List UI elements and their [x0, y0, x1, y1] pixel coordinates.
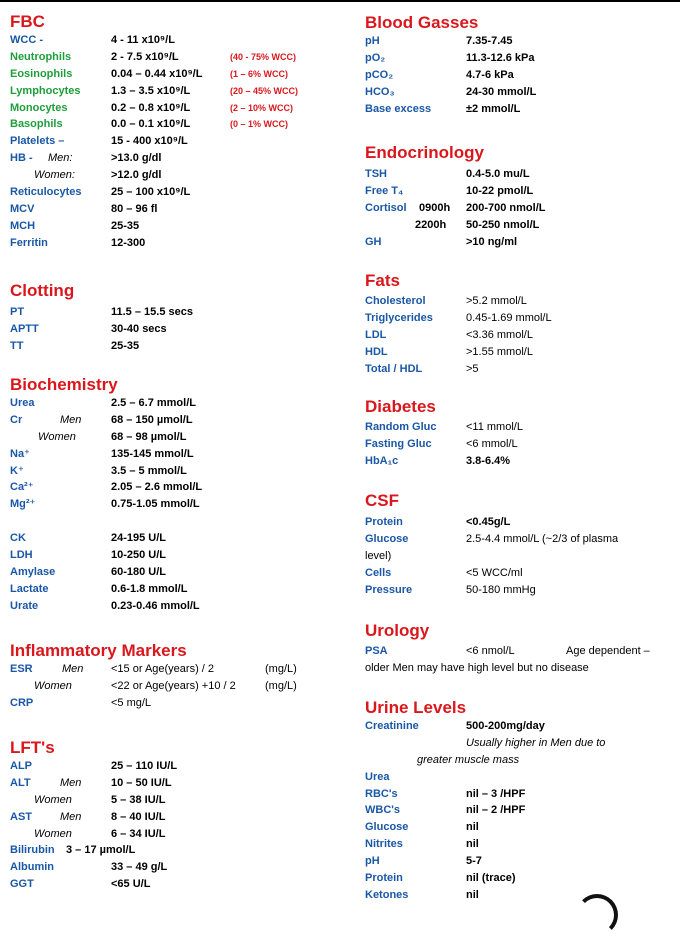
row-value: 25 – 100 x10⁹/L — [111, 186, 191, 199]
row-value: 25-35 — [111, 339, 140, 352]
row-label: Pressure — [365, 583, 413, 596]
table-row — [365, 234, 675, 251]
section-title: Urology — [365, 621, 430, 640]
row-value: 3.5 – 5 mmol/L — [111, 464, 187, 477]
row-label: MCH — [10, 219, 36, 232]
section-title: Clotting — [10, 281, 75, 300]
row-value: >1.55 mmol/L — [466, 345, 533, 358]
row-value: 7.35-7.45 — [466, 35, 513, 47]
row-label: HCO₃ — [365, 85, 395, 98]
row-label: AST — [10, 810, 32, 823]
table-row — [10, 859, 340, 876]
row-note: Age dependent – — [566, 645, 650, 657]
row-value: 5 – 38 IU/L — [111, 793, 166, 806]
row-value: nil – 3 /HPF — [466, 787, 526, 800]
table-row — [10, 446, 340, 463]
row-value: 0.6-1.8 mmol/L — [111, 582, 188, 595]
row-label: ALT — [10, 776, 31, 789]
row-value: nil – 2 /HPF — [466, 804, 526, 817]
row-value: 4 - 11 x10⁹/L — [111, 34, 175, 46]
row-label: HbA₁c — [365, 454, 399, 467]
row-value: <6 mmol/L — [466, 437, 518, 450]
row-label: Urea — [365, 770, 390, 783]
row-note: (0 – 1% WCC) — [230, 119, 289, 130]
row-label: Fasting Gluc — [365, 437, 432, 450]
table-row — [365, 836, 675, 853]
row-value: 3 – 17 µmol/L — [66, 844, 136, 857]
row-label: CK — [10, 532, 26, 545]
row-value: 15 - 400 x10⁹/L — [111, 135, 188, 148]
row-sublabel: Men — [60, 413, 82, 426]
table-row — [365, 819, 675, 836]
corner-mark-decoration — [576, 894, 618, 936]
table-row — [365, 200, 675, 217]
row-label: pO₂ — [365, 51, 386, 64]
table-row — [10, 775, 340, 792]
row-value: >12.0 g/dl — [111, 169, 162, 182]
row-value: >13.0 g/dl — [111, 152, 162, 165]
table-row — [10, 479, 340, 496]
row-sublabel: Men — [60, 776, 82, 789]
row-label: Cells — [365, 566, 392, 579]
table-row — [10, 235, 340, 252]
row-value: 0.4-5.0 mu/L — [466, 168, 530, 180]
table-row — [10, 412, 340, 429]
row-value: 2.05 – 2.6 mmol/L — [111, 481, 203, 494]
row-label: Mg²⁺ — [10, 498, 36, 511]
table-row — [10, 184, 340, 201]
section-title: Urine Levels — [365, 698, 467, 717]
row-label: K⁺ — [10, 464, 24, 477]
row-label: TT — [10, 339, 24, 352]
table-row — [10, 463, 340, 480]
table-row — [365, 33, 675, 50]
row-sublabel: Women: — [34, 169, 75, 182]
table-row — [10, 32, 340, 49]
table-row — [365, 101, 675, 118]
section-title: CSF — [365, 491, 399, 510]
row-value: 0.75-1.05 mmol/L — [111, 498, 200, 511]
row-value: 3.8-6.4% — [466, 454, 511, 467]
row-value: <22 or Age(years) +10 / 2 — [111, 679, 236, 692]
row-value: <3.36 mmol/L — [466, 328, 533, 341]
row-value: 2.5-4.4 mmol/L (~2/3 of plasma — [466, 532, 619, 545]
row-value: nil — [466, 888, 479, 901]
section-title: Inflammatory Markers — [10, 641, 187, 660]
table-row — [10, 564, 340, 581]
section-title: Biochemistry — [10, 375, 118, 394]
table-row — [10, 826, 340, 843]
row-value: <6 nmol/L — [466, 645, 515, 657]
row-label: PSA — [365, 645, 388, 657]
table-row — [10, 304, 340, 321]
row-value: 1.3 – 3.5 x10⁹/L — [111, 84, 191, 97]
table-row — [10, 758, 340, 775]
row-label: pCO₂ — [365, 68, 394, 81]
row-value: 68 – 150 µmol/L — [111, 413, 193, 426]
row-value: <5 mg/L — [111, 696, 152, 709]
row-label: Monocytes — [10, 101, 68, 114]
row-value: <65 U/L — [111, 878, 151, 891]
row-label: HB - — [10, 152, 33, 165]
table-row — [365, 166, 675, 183]
row-value: >10 ng/ml — [466, 235, 518, 248]
row-value: 60-180 U/L — [111, 566, 167, 579]
table-row — [365, 67, 675, 84]
row-value: ±2 mmol/L — [466, 102, 521, 115]
row-note: (20 – 45% WCC) — [230, 85, 299, 96]
row-value: 500-200mg/day — [466, 720, 545, 732]
row-label: pH — [365, 855, 380, 868]
row-value: <11 mmol/L — [466, 421, 523, 433]
row-value: <15 or Age(years) / 2 — [111, 663, 215, 675]
row-value: 11.3-12.6 kPa — [466, 51, 535, 64]
table-row — [10, 792, 340, 809]
table-row — [365, 344, 675, 361]
row-value: 50-250 nmol/L — [466, 218, 540, 231]
row-label: APTT — [10, 322, 39, 335]
row-sublabel: Women — [34, 793, 72, 806]
row-label: GH — [365, 235, 382, 248]
row-time: 2200h — [415, 218, 447, 231]
row-label: Reticulocytes — [10, 186, 82, 199]
table-row — [10, 83, 340, 100]
biochemistry-section — [10, 375, 340, 615]
table-row — [365, 582, 675, 599]
row-label: Random Gluc — [365, 421, 437, 433]
row-value: 33 – 49 g/L — [111, 861, 168, 874]
table-row — [365, 84, 675, 101]
row-label: CRP — [10, 696, 34, 709]
row-label: Neutrophils — [10, 50, 72, 63]
row-label: Lymphocytes — [10, 84, 81, 97]
diabetes-section — [365, 397, 675, 470]
row-label: Nitrites — [365, 838, 403, 851]
endocrinology-section — [365, 143, 675, 250]
urology-section — [365, 621, 675, 677]
row-label: GGT — [10, 878, 34, 891]
table-row — [365, 183, 675, 200]
section-title: LFT's — [10, 738, 55, 757]
row-value: 24-30 mmol/L — [466, 85, 537, 98]
section-title: Fats — [365, 271, 400, 290]
table-row — [10, 695, 340, 712]
row-label: Free T₄ — [365, 184, 404, 197]
row-value: nil — [466, 821, 479, 834]
row-label: WBC's — [365, 804, 401, 817]
row-value: nil (trace) — [466, 872, 516, 885]
clotting-section — [10, 281, 340, 355]
table-row — [365, 548, 675, 565]
row-label: PT — [10, 306, 25, 318]
section-title: Endocrinology — [365, 143, 484, 162]
row-label: pH — [365, 35, 380, 47]
table-row — [365, 643, 675, 660]
section-title: FBC — [10, 12, 45, 31]
row-sublabel: Men — [60, 810, 82, 823]
row-sublabel: Women — [34, 679, 72, 692]
row-value: 24-195 U/L — [111, 532, 167, 545]
row-unit: (mg/L) — [265, 663, 297, 675]
row-value: 50-180 mmHg — [466, 583, 536, 596]
row-value: >5 — [466, 362, 479, 375]
table-row — [365, 718, 675, 735]
table-row — [365, 769, 675, 786]
table-row — [365, 361, 675, 378]
row-value: 80 – 96 fl — [111, 202, 158, 215]
row-label: ESR — [10, 663, 33, 675]
table-row — [365, 50, 675, 67]
row-value: 2.5 – 6.7 mmol/L — [111, 397, 196, 409]
row-value: 10-22 pmol/L — [466, 184, 534, 197]
row-value: 4.7-6 kPa — [466, 68, 514, 81]
row-value: 135-145 mmol/L — [111, 447, 194, 460]
row-sublabel: Men: — [48, 152, 73, 165]
row-value: 8 – 40 IU/L — [111, 810, 166, 823]
row-label: Cortisol — [365, 201, 407, 214]
table-row — [10, 842, 340, 859]
row-value: nil — [466, 838, 479, 851]
row-label: LDL — [365, 328, 387, 341]
fbc-section — [10, 12, 340, 252]
row-value: 30-40 secs — [111, 322, 167, 335]
table-row — [10, 678, 340, 695]
row-value: 0.45-1.69 mmol/L — [466, 311, 552, 324]
row-value: <5 WCC/ml — [466, 566, 523, 579]
row-label: Triglycerides — [365, 311, 433, 324]
urine-section — [365, 698, 675, 904]
table-row — [365, 752, 675, 769]
table-row — [10, 338, 340, 355]
row-label: Albumin — [10, 861, 54, 874]
table-row — [10, 66, 340, 83]
row-label: Bilirubin — [10, 844, 55, 857]
row-unit: (mg/L) — [265, 679, 297, 692]
row-value-continued: level) — [365, 549, 392, 562]
row-time: 0900h — [419, 201, 451, 214]
table-row — [365, 453, 675, 470]
row-label: HDL — [365, 345, 388, 358]
row-label: Glucose — [365, 532, 409, 545]
table-row — [365, 870, 675, 887]
row-note: greater muscle mass — [417, 753, 520, 766]
row-label: Protein — [365, 516, 403, 528]
table-row — [10, 809, 340, 826]
table-row — [10, 547, 340, 564]
table-row — [365, 786, 675, 803]
row-label: Urea — [10, 397, 35, 409]
row-value: >5.2 mmol/L — [466, 295, 527, 307]
csf-section — [365, 491, 675, 598]
table-row — [10, 876, 340, 893]
row-label: LDH — [10, 549, 33, 562]
row-value: 6 – 34 IU/L — [111, 827, 166, 840]
row-label: Ferritin — [10, 236, 48, 249]
row-value: 2 - 7.5 x10⁹/L — [111, 50, 179, 63]
row-label: Cholesterol — [365, 295, 426, 307]
table-row — [10, 429, 340, 446]
row-sublabel: Women — [38, 430, 76, 443]
table-row — [365, 660, 675, 677]
row-label: Basophils — [10, 118, 63, 131]
table-row — [10, 395, 340, 412]
fats-section — [365, 271, 675, 377]
row-label: Ca²⁺ — [10, 481, 34, 494]
row-value: 25-35 — [111, 219, 140, 232]
row-label: Amylase — [10, 566, 56, 579]
table-row — [10, 167, 340, 184]
table-row — [365, 217, 675, 234]
table-row — [10, 201, 340, 218]
row-value: 0.2 – 0.8 x10⁹/L — [111, 101, 191, 114]
table-row — [10, 150, 340, 167]
row-value: 0.23-0.46 mmol/L — [111, 599, 200, 612]
row-sublabel: Women — [34, 827, 72, 840]
row-label: Glucose — [365, 821, 409, 834]
section-title: Blood Gasses — [365, 13, 479, 32]
table-row — [365, 565, 675, 582]
row-value: 11.5 – 15.5 secs — [111, 306, 193, 318]
row-note: (1 – 6% WCC) — [230, 68, 289, 79]
row-label: Total / HDL — [365, 362, 423, 375]
table-row — [10, 496, 340, 513]
table-row — [10, 321, 340, 338]
row-note: (2 – 10% WCC) — [230, 102, 294, 113]
row-value: 68 – 98 µmol/L — [111, 430, 187, 443]
row-label: TSH — [365, 168, 387, 180]
row-value: 5-7 — [466, 855, 482, 868]
table-row — [10, 133, 340, 150]
row-value: 0.04 – 0.44 x10⁹/L — [111, 67, 203, 80]
table-row — [365, 853, 675, 870]
table-row — [365, 887, 675, 904]
row-note: (40 - 75% WCC) — [230, 51, 297, 62]
row-label: Na⁺ — [10, 447, 30, 460]
table-row — [365, 531, 675, 548]
row-label: Creatinine — [365, 720, 419, 732]
table-row — [365, 327, 675, 344]
row-value: 12-300 — [111, 236, 146, 249]
inflammatory-section — [10, 641, 340, 712]
row-label: Urate — [10, 599, 39, 612]
table-row — [365, 293, 675, 310]
table-row — [365, 310, 675, 327]
table-row — [10, 598, 340, 615]
row-label: Base excess — [365, 102, 432, 115]
row-label: Protein — [365, 872, 403, 885]
table-row — [10, 530, 340, 547]
row-value: 200-700 nmol/L — [466, 201, 546, 214]
blood-gasses-section — [365, 13, 675, 117]
top-border — [0, 0, 680, 2]
table-row — [365, 436, 675, 453]
row-note-continued: older Men may have high level but no disease — [365, 661, 589, 674]
row-label: Platelets – — [10, 135, 65, 148]
row-label: Ketones — [365, 888, 409, 901]
row-label: ALP — [10, 760, 32, 772]
table-row — [10, 218, 340, 235]
row-value: 10-250 U/L — [111, 549, 167, 562]
section-title: Diabetes — [365, 397, 436, 416]
table-row — [10, 100, 340, 117]
table-row — [365, 735, 675, 752]
table-row — [10, 581, 340, 598]
row-value: 0.0 – 0.1 x10⁹/L — [111, 118, 191, 131]
table-row — [10, 116, 340, 133]
row-label: WCC - — [10, 34, 43, 46]
row-sublabel: Men — [62, 663, 84, 675]
table-row — [365, 514, 675, 531]
row-value: 25 – 110 IU/L — [111, 760, 178, 772]
row-value: 10 – 50 IU/L — [111, 776, 172, 789]
table-row — [10, 49, 340, 66]
table-row — [365, 802, 675, 819]
row-label: Eosinophils — [10, 67, 73, 80]
row-label: Lactate — [10, 582, 49, 595]
row-value: <0.45g/L — [466, 516, 511, 528]
table-row — [10, 661, 340, 678]
row-label: Cr — [10, 413, 23, 426]
row-label: RBC's — [365, 787, 398, 800]
row-note: Usually higher in Men due to — [466, 736, 606, 749]
table-row — [365, 419, 675, 436]
row-label: MCV — [10, 202, 35, 215]
lft-section — [10, 738, 340, 893]
